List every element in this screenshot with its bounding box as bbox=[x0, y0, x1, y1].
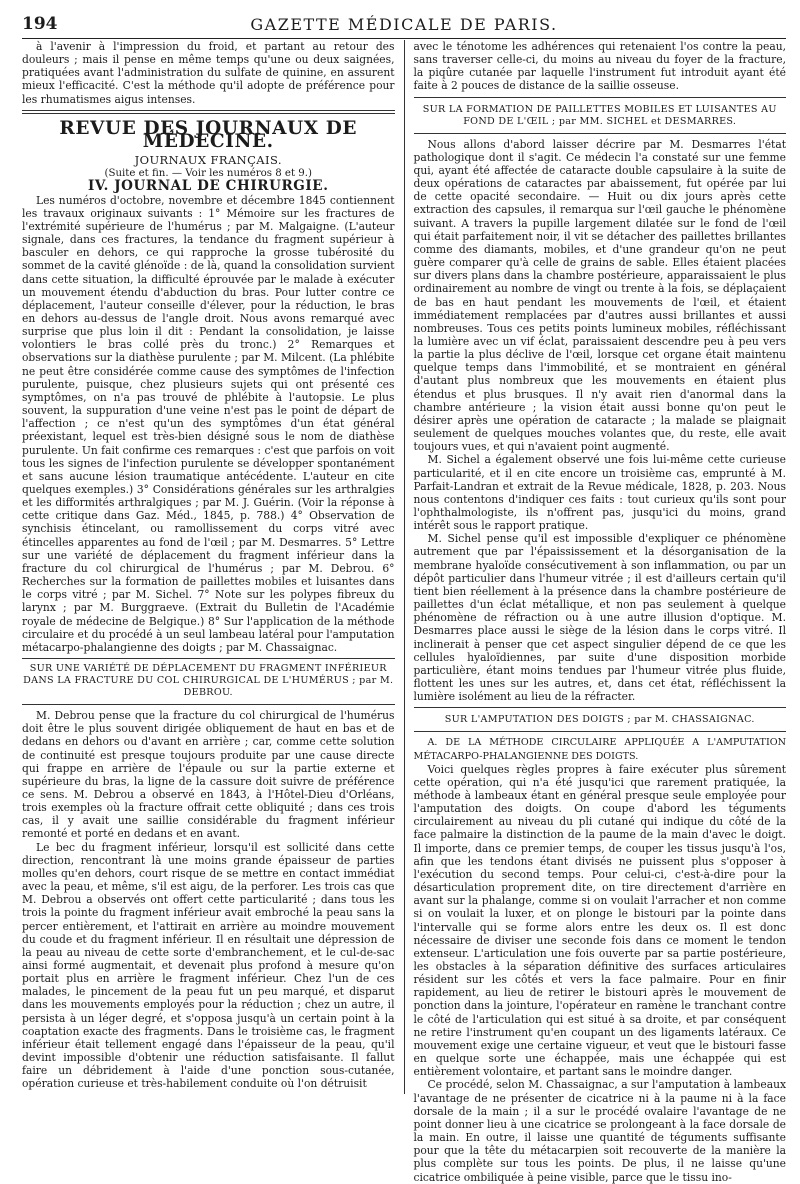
section-divider bbox=[22, 110, 395, 114]
intro-paragraph: Les numéros d'octobre, novembre et décembre 1845 contiennent les travaux originaux suivants : 1° Mémoire sur les fractures de l'extrémité supérieure de l'humérus ; par M. Malgaigne. (L'auteur signale, dans ces fractures, la tendance du fragment supérieur à basculer en dehors, ce qui rapproche la grosse tubérosité du sommet de la cavité glénoïde : de là, quand la consolidation survient dans cette situation, la difficulté éprouvée par le malade à exécuter un mouvement étendu d'abduction du bras. Pour lutter contre ce déplacement, l'auteur conseille d'élever, pour la réduction, le bras en dehors au-dessus de l'angle droit. Nous avons remarqué avec surprise que plus loin il dit : Pendant la consolidation, je laisse volontiers le bras collé près du tronc.) 2° Remarques et observations sur la diathèse purulente ; par M. Milcent. (La phlébite ne peut être considérée comme cause des symptômes de l'infection purulente, puisque, chez plusieurs sujets qui ont présenté ces symptômes, on n'a pas trouvé de phlébite à l'autopsie. Le plus souvent, la suppuration d'une veine n'est pas le point de départ de l'affection ; ce n'est qu'un des symptômes d'un état général préexistant, lequel est très-bien désigné sous le nom de diathèse purulente. Un fait confirme ces remarques : c'est que parfois on voit tous les signes de l'infection purulente se développer spontanément et sans aucune lésion traumatique antécédente. L'auteur en cite quelques exemples.) 3° Considérations générales sur les arthralgies et les difformités arthralgiques ; par M. J. Guérin. (Voir la réponse à cette critique dans Gaz. Méd., 1845, p. 788.) 4° Observation de synchisis étincelant, ou ramollissement du corps vitré avec étincelles apparentes au fond de l'œil ; par M. Desmarres. 5° Lettre sur une variété de déplacement du fragment inférieur dans la fracture du col chirurgical de l'humérus ; par M. Debrou. 6° Recherches sur la formation de paillettes mobiles et luisantes dans le corps vitré ; par M. Sichel. 7° Note sur les polypes fibreux du larynx ; par M. Burggraeve. (Extrait du Bulletin de l'Académie royale de médecine de Belgique.) 8° Sur l'application de la méthode circulaire et du procédé à un seul lambeau latéral pour l'amputation métacarpo-phalangienne des doigts ; par M. Chassaignac. bbox=[22, 193, 395, 654]
page-number: 194 bbox=[22, 14, 58, 34]
section-title: IV. JOURNAL DE CHIRURGIE. bbox=[87, 178, 329, 195]
debrou-paragraph-2: Le bec du fragment inférieur, lorsqu'il est sollicité dans cette direction, rencontrant là une moins grande épaisseur de parties molles qu'en dehors, court risque de se mettre en contact immédiat avec la peau, et même, s'il est aigu, de la perforer. Les trois cas que M. Debrou a observés ont offert cette particularité ; dans tous les trois la pointe du fragment inférieur avait embroché la peau sans la percer entièrement, et l'attirait en arrière au moindre mouvement du coude et du fragment inférieur. Il en résultait une dépression de la peau au niveau de cette sorte d'embranchement, et le cul-de-sac ainsi formé augmentait, et devenait plus profond à mesure qu'on portait plus en arrière le fragment inférieur. Chez l'un de ces malades, le pincement de la peau fut un peu marqué, et disparut dans les mouvements employés pour la réduction ; chez un autre, il persista à un léger degré, et s'opposa jusqu'à un certain point à la coaptation exacte des fragments. Dans le troisième cas, le fragment inférieur était tellement engagé dans l'épaisseur de la peau, qu'il devint impossible d'obtenir une réduction satisfaisante. Il fallut faire un débridement à l'aide d'une ponction sous-cutanée, opération curieuse et très-habilement conduite où l'on détruisit bbox=[22, 840, 395, 1091]
chassaignac-heading: A. DE LA MÉTHODE CIRCULAIRE APPLIQUÉE A L'AMPUTATION MÉTACARPO-PHALANGIENNE DES DOIGTS. bbox=[413, 737, 786, 762]
subhead-debrou: SUR UNE VARIÉTÉ DE DÉPLACEMENT DU FRAGMENT INFÉRIEUR DANS LA FRACTURE DU COL CHIRURGICAL DE L'HUMÉRUS ; par M. DEBROU. bbox=[23, 663, 394, 699]
chassaignac-paragraph-1: Voici quelques règles propres à faire exécuter plus sûrement cette opération, qui n'a été jusqu'ici que rarement pratiquée, la méthode à lambeaux étant en général presque seule employée pour l'amputation des doigts. On coupe d'abord les téguments circulairement au niveau du pli cutané qui indique du côté de la face palmaire la distinction de la paume de la main d'avec le doigt. Il importe, dans ce premier temps, de couper les tissus jusqu'à l'os, afin que les tendons étant divisés ne puissent plus s'opposer à l'exécution du second temps. Pour celui-ci, c'est-à-dire pour la désarticulation proprement dite, on tire directement d'arrière en avant sur la phalange, comme si on voulait l'arracher et non comme si on voulait la luxer, et on plonge le bistouri par la pointe dans l'intervalle qui se forme alors entre les deux os. Il est donc nécessaire de diviser une seconde fois dans ce moment le tendon extenseur. L'articulation une fois ouverte par sa partie postérieure, les obstacles à la séparation définitive des surfaces articulaires résident sur les côtés et vers la face palmaire. Pour en finir rapidement, au lieu de retirer le bistouri après le mouvement de ponction dans la jointure, l'opérateur en ramène le tranchant contre le côté de l'articulation qui est situé à sa droite, et par conséquent ne retire l'instrument qu'en coupant un des ligaments latéraux. Ce mouvement exige une certaine vigueur, et veut que le bistouri fasse en quelque sorte une échappée, mais une échappée qui est entièrement volontaire, et partant sans le moindre danger. bbox=[413, 762, 786, 1079]
rule-divider bbox=[414, 97, 787, 98]
rule-divider bbox=[414, 707, 787, 708]
journal-title: GAZETTE MÉDICALE DE PARIS. bbox=[250, 15, 558, 34]
subhead-chassaignac: SUR L'AMPUTATION DES DOIGTS ; par M. CHASSAIGNAC. bbox=[444, 714, 755, 726]
rule-divider bbox=[414, 731, 787, 732]
chassaignac-paragraph-2: Ce procédé, selon M. Chassaignac, a sur l'amputation à lambeaux l'avantage de ne présenter de cicatrice ni à la paume ni à la face dorsale de la main ; il a sur le procédé ovalaire l'avantage de ne point donner lieu à une cicatrice se prolongeant à la face dorsale de la main. En outre, il laisse une quantité de téguments suffisante pour que la tête du métacarpien soit recouverte de la manière la plus complète sur tous les points. De plus, il ne laisse qu'une cicatrice ombiliquée à peine visible, parce que le tissu ino- bbox=[413, 1078, 786, 1184]
journaux-francais-heading: JOURNAUX FRANÇAIS. bbox=[134, 153, 282, 168]
running-header bbox=[22, 8, 786, 39]
two-column-body bbox=[22, 40, 786, 1184]
rule-divider bbox=[414, 133, 787, 134]
debrou-paragraph-1: M. Debrou pense que la fracture du col chirurgical de l'humérus doit être le plus souvent dirigée obliquement de haut en bas et de dedans en dehors ou d'avant en arrière ; car, comme cette solution de continuité est presque toujours produite par une cause directe qui frappe en arrière de l'épaule ou sur la partie externe et supérieure du bras, la ligne de la cassure doit suivre de préférence ce sens. M. Debrou a observé en 1843, à l'Hôtel-Dieu d'Orléans, trois exemples où la fracture offrait cette obliquité ; dans ces trois cas, il y avait une saillie considérable du fragment inférieur remonté et porté en dedans et en avant. bbox=[22, 709, 395, 841]
rule-divider bbox=[22, 658, 395, 659]
sichel-paragraph-1: Nous allons d'abord laisser décrire par M. Desmarres l'état pathologique dont il s'agit. Ce médecin l'a constaté sur une femme qui, ayant été affectée de cataracte double capsulaire à la suite de deux opérations de cataractes par abaissement, fut opérée par lui de cette opacité secondaire. — Huit ou dix jours après cette extraction des capsules, il remarqua sur l'œil gauche le phénomène suivant. A travers la pupille largement dilatée sur le fond de l'œil qui était parfaitement noir, il vit se détacher des paillettes brillantes comme des diamants, mobiles, et d'une grandeur qu'on ne peut guère comparer qu'à celle de grains de sable. Elles étaient placées sur divers plans dans la chambre postérieure, apparaissaient le plus ordinairement au nombre de vingt ou trente à la fois, se déplaçaient de bas en haut pendant les mouvements de l'œil, et étaient immédiatement remplacées par d'autres aussi brillantes et aussi nombreuses. Tous ces petits points lumineux mobiles, réfléchissant la lumière avec un vif éclat, paraissaient descendre peu à peu vers la partie la plus déclive de l'œil, lorsque cet organe était maintenu quelque temps dans l'immobilité, et se montraient en général d'autant plus nombreux que les mouvements en étaient plus étendus et plus brusques. Il n'y avait rien d'anormal dans la chambre antérieure ; la vision était aussi bonne qu'on peut le désirer après une opération de cataracte ; la malade se plaignait seulement de quelques mouches volantes que, du reste, elle avait toujours vues, et qui n'avaient point augmenté. bbox=[413, 137, 786, 454]
left-top-paragraph: à l'avenir à l'impression du froid, et partant au retour des douleurs ; mais il pense en même temps qu'une ou deux saignées, pratiquées avant l'administration du sulfate de quinine, en assurent mieux l'efficacité. C'est la méthode qu'il adopte de préférence pour les rhumatismes aigus intenses. bbox=[22, 40, 395, 106]
sichel-paragraph-3: M. Sichel pense qu'il est impossible d'expliquer ce phénomène autrement que par l'épaississement et la désorganisation de la membrane hyaloïde consécutivement à son inflammation, ou par un dépôt particulier dans l'humeur vitrée ; il est d'ailleurs certain qu'il tient bien réellement à la présence dans la chambre postérieure de paillettes d'un éclat métallique, et non pas seulement à quelque phénomène de réfraction ou à une autre illusion d'optique. M. Desmarres place aussi le siège de la lésion dans le corps vitré. Il inclinerait à penser que cet aspect singulier dépend de ce que les cellules hyaloïdiennes, par suite d'une disposition morbide particulière, étant moins tendues par l'humeur vitrée plus fluide, flottent les unes sur les autres, et, dans cet état, réfléchissent la lumière isolément au lieu de la réfracter. bbox=[413, 532, 786, 704]
right-top-paragraph: avec le ténotome les adhérences qui retenaient l'os contre la peau, sans traverser celle-ci, du moins au niveau du foyer de la fracture, la piqûre cutanée par laquelle l'instrument fut introduit ayant été faite à 2 pouces de distance de la saillie osseuse. bbox=[413, 40, 786, 93]
suite-note: (Suite et fin. — Voir les numéros 8 et 9.) bbox=[104, 168, 312, 180]
right-column bbox=[405, 40, 787, 1184]
rule-divider bbox=[22, 704, 395, 705]
left-column bbox=[22, 40, 404, 1094]
subhead-sichel: SUR LA FORMATION DE PAILLETTES MOBILES ET LUISANTES AU FOND DE L'ŒIL ; par MM. SICHEL et DESMARRES. bbox=[422, 103, 777, 127]
sichel-paragraph-2: M. Sichel a également observé une fois lui-même cette curieuse particularité, et il en cite encore un troisième cas, emprunté à M. Parfait-Landran et extrait de la Revue médicale, 1828, p. 203. Nous nous contentons d'indiquer ces faits : tout curieux qu'ils sont pour l'ophthalmologiste, ils n'offrent pas, jusqu'ici du moins, grand intérêt sous le rapport pratique. bbox=[413, 453, 786, 533]
revue-title: REVUE DES JOURNAUX DE MÉDECINE. bbox=[59, 117, 358, 152]
